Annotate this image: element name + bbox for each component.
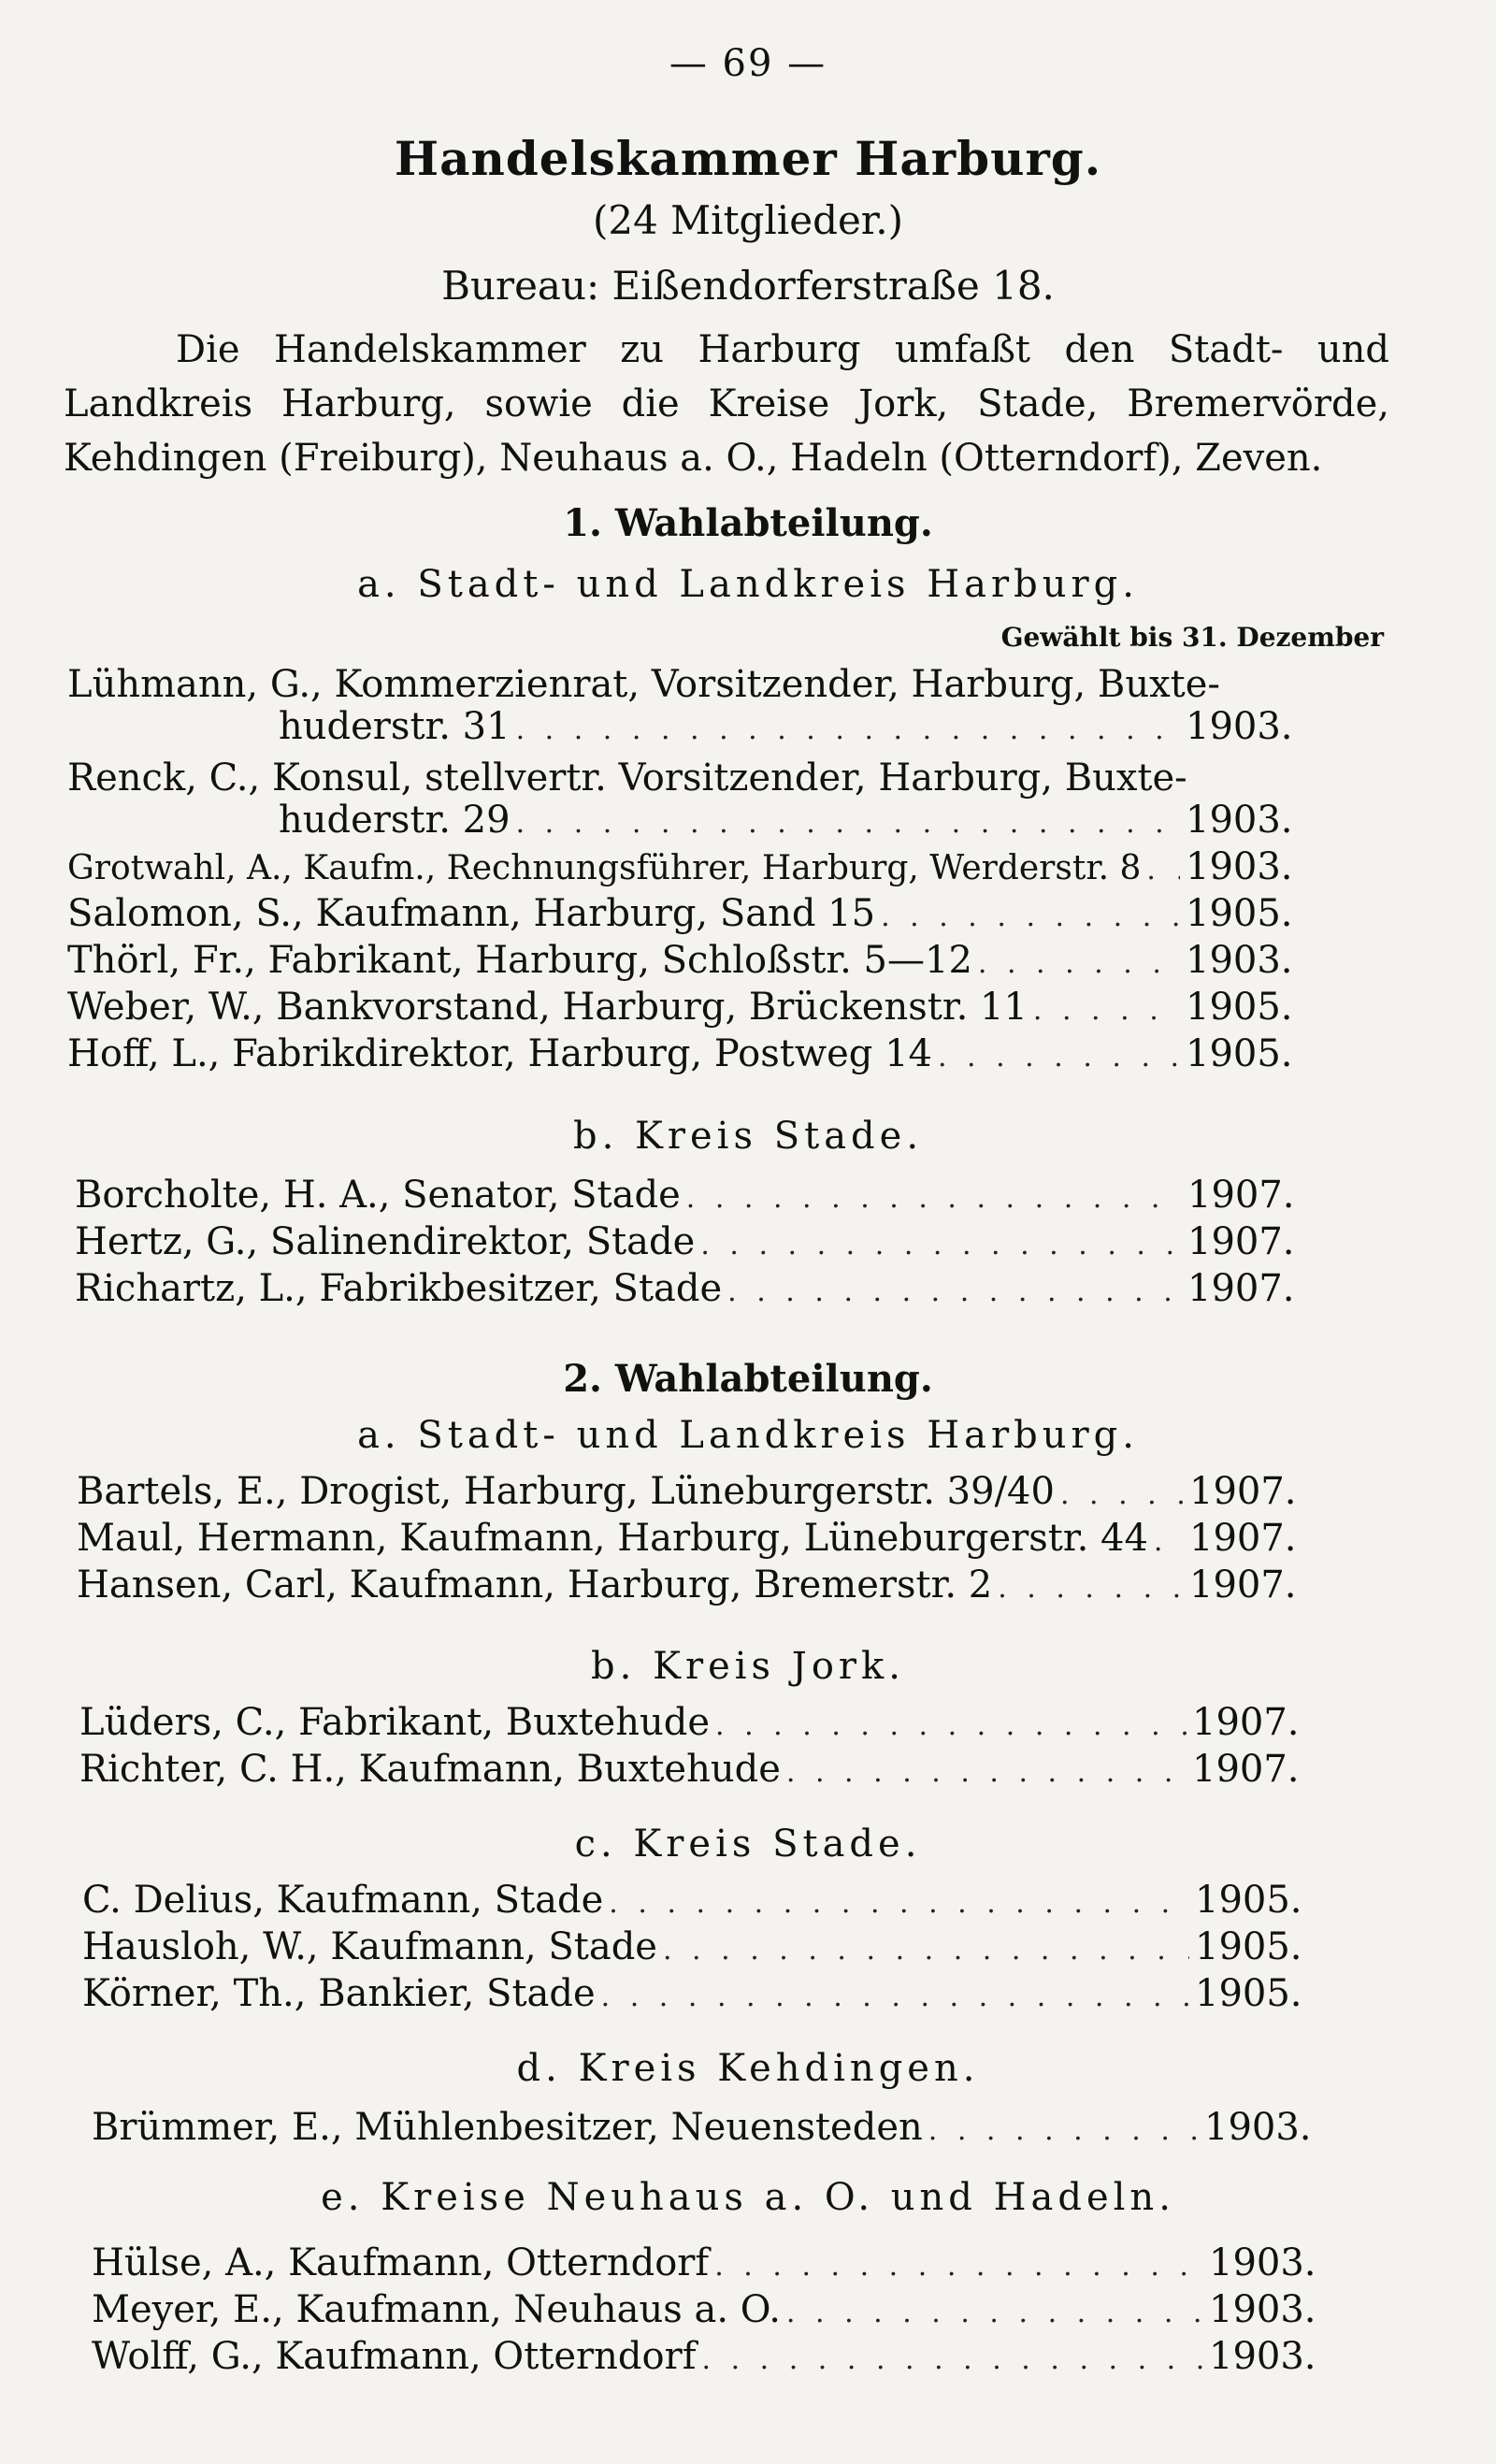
dot-leader [1060, 1481, 1184, 1509]
dot-leader [1033, 997, 1180, 1025]
section-heading: 1. Wahlabteilung. [563, 501, 933, 545]
entry-year: 1905. [1186, 986, 1293, 1029]
entry-text: huderstr. 31 [279, 705, 511, 748]
dot-leader [881, 903, 1180, 931]
entry-row [79, 1748, 1300, 1791]
entry-row [92, 2288, 1316, 2331]
dot-leader [516, 810, 1180, 838]
entry-row [75, 1220, 1295, 1263]
dot-leader [1154, 1528, 1184, 1556]
intro-paragraph: Die Handelskammer zu Harburg umfaßt den Stadt- und Landkreis Harburg, sowie die Kreise Jork, Stade, Bremervörde, Kehdingen (Freiburg), Neuhaus a. O., Hadeln (Otterndorf), Zeven. [64, 328, 1389, 480]
member-count: (24 Mitglieder.) [592, 197, 904, 243]
subsection-heading: b. Kreis Stade. [572, 1115, 924, 1158]
entry-row [77, 1517, 1297, 1560]
entry-year: 1907. [1189, 1563, 1297, 1607]
entry-row [92, 2106, 1312, 2149]
elected-until-header: Gewählt bis 31. Dezember [1000, 622, 1384, 653]
dot-leader [702, 2346, 1203, 2374]
entry-text: Bartels, E., Drogist, Harburg, Lüneburgerstr. 39/40 [77, 1470, 1055, 1513]
entry-text: Brümmer, E., Mühlenbesitzer, Neuensteden [92, 2106, 923, 2149]
entry-year: 1907. [1189, 1470, 1297, 1513]
entry-text: Lüders, C., Fabrikant, Buxtehude [79, 1701, 711, 1744]
entry-row [67, 892, 1293, 935]
entry-row [92, 2335, 1316, 2378]
dot-leader [715, 1712, 1187, 1740]
entry-text: Meyer, E., Kaufmann, Neuhaus a. O. [92, 2288, 781, 2331]
entry-row [67, 986, 1293, 1029]
entry-text: Hoff, L., Fabrikdirektor, Harburg, Postweg 14 [67, 1032, 932, 1075]
entry-text: Salomon, S., Kaufmann, Harburg, Sand 15 [67, 892, 876, 935]
dot-leader [998, 1575, 1184, 1603]
entry-year: 1905. [1195, 1972, 1302, 2015]
entry-row [79, 1701, 1300, 1744]
entry-text: Richter, C. H., Kaufmann, Buxtehude [79, 1748, 781, 1791]
entry-year: 1907. [1187, 1220, 1295, 1263]
entry-row [279, 705, 1293, 748]
entry-text: Wolff, G., Kaufmann, Otterndorf [92, 2335, 697, 2378]
entry-row [67, 845, 1293, 888]
entry-row [67, 939, 1293, 982]
entry-row [77, 1563, 1297, 1607]
entry-year: 1907. [1192, 1748, 1300, 1791]
entry-year: 1907. [1189, 1517, 1297, 1560]
entry-text: Maul, Hermann, Kaufmann, Harburg, Lüneburgerstr. 44 [77, 1517, 1148, 1560]
entry-text: C. Delius, Kaufmann, Stade [82, 1879, 604, 1922]
dot-leader [714, 2253, 1203, 2281]
entry-row [279, 799, 1293, 842]
subsection-heading: d. Kreis Kehdingen. [516, 2047, 980, 2090]
entry-year: 1903. [1209, 2335, 1316, 2378]
entry-text: Richartz, L., Fabrikbesitzer, Stade [75, 1267, 723, 1310]
entry-row [92, 2241, 1316, 2284]
dot-leader [928, 2117, 1199, 2145]
dot-leader [686, 1185, 1182, 1213]
entry-year: 1905. [1195, 1925, 1302, 1968]
entry-line: Lühmann, G., Kommerzienrat, Vorsitzender, Harburg, Buxte- [67, 663, 1220, 706]
entry-year: 1903. [1186, 705, 1293, 748]
entry-text: Hausloh, W., Kaufmann, Stade [82, 1925, 657, 1968]
entry-year: 1903. [1209, 2241, 1316, 2284]
dot-leader [1146, 857, 1180, 885]
subsection-heading: a. Stadt- und Landkreis Harburg. [357, 1414, 1139, 1457]
dot-leader [700, 1232, 1182, 1260]
entry-row [82, 1879, 1302, 1922]
entry-line: Renck, C., Konsul, stellvertr. Vorsitzender, Harburg, Buxte- [67, 756, 1187, 800]
entry-row [77, 1470, 1297, 1513]
dot-leader [516, 716, 1180, 744]
entry-year: 1905. [1195, 1879, 1302, 1922]
entry-year: 1907. [1192, 1701, 1300, 1744]
dot-leader [727, 1278, 1182, 1306]
entry-row [75, 1174, 1295, 1217]
subsection-heading: e. Kreise Neuhaus a. O. und Hadeln. [321, 2176, 1175, 2219]
entry-year: 1903. [1186, 939, 1293, 982]
entry-row [75, 1267, 1295, 1310]
entry-text: Weber, W., Bankvorstand, Harburg, Brückenstr. 11 [67, 986, 1028, 1029]
entry-year: 1907. [1187, 1174, 1295, 1217]
subsection-heading: b. Kreis Jork. [591, 1645, 905, 1688]
entry-text: huderstr. 29 [279, 799, 511, 842]
entry-year: 1903. [1186, 799, 1293, 842]
entry-text: Körner, Th., Bankier, Stade [82, 1972, 596, 2015]
entry-row [67, 1032, 1293, 1075]
dot-leader [609, 1890, 1189, 1918]
dot-leader [663, 1937, 1189, 1965]
entry-year: 1907. [1187, 1267, 1295, 1310]
entry-row [82, 1925, 1302, 1968]
dot-leader [786, 2299, 1203, 2327]
entry-text: Borcholte, H. A., Senator, Stade [75, 1174, 681, 1217]
entry-text: Hertz, G., Salinendirektor, Stade [75, 1220, 696, 1263]
bureau-address: Bureau: Eißendorferstraße 18. [441, 263, 1055, 309]
entry-year: 1903. [1204, 2106, 1312, 2149]
subsection-heading: a. Stadt- und Landkreis Harburg. [357, 563, 1139, 606]
page-title: Handelskammer Harburg. [394, 131, 1102, 186]
entry-year: 1905. [1186, 1032, 1293, 1075]
dot-leader [601, 1983, 1189, 2011]
entry-text: Thörl, Fr., Fabrikant, Harburg, Schloßstr. 5—12 [67, 939, 972, 982]
section-heading: 2. Wahlabteilung. [563, 1357, 933, 1401]
dot-leader [978, 950, 1180, 978]
entry-text: Hülse, A., Kaufmann, Otterndorf [92, 2241, 710, 2284]
entry-year: 1903. [1186, 845, 1293, 888]
entry-year: 1905. [1186, 892, 1293, 935]
page-number: — 69 — [669, 42, 827, 85]
entry-row [82, 1972, 1302, 2015]
entry-year: 1903. [1209, 2288, 1316, 2331]
subsection-heading: c. Kreis Stade. [574, 1823, 922, 1866]
entry-text: Grotwahl, A., Kaufm., Rechnungsführer, Harburg, Werderstr. 8 [67, 849, 1142, 887]
entry-text: Hansen, Carl, Kaufmann, Harburg, Bremerstr. 2 [77, 1563, 993, 1607]
dot-leader [786, 1759, 1187, 1787]
dot-leader [938, 1044, 1180, 1072]
